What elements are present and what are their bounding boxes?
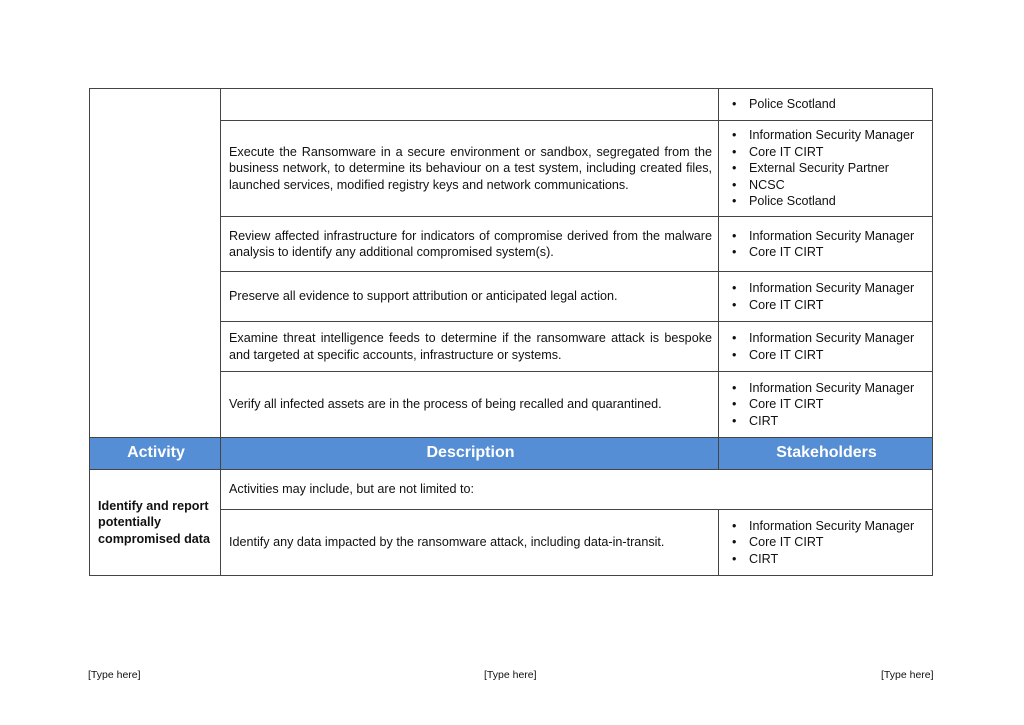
stakeholder-item: • NCSC <box>727 177 926 194</box>
stakeholder-item: • Core IT CIRT <box>727 396 926 413</box>
stakeholders-cell <box>719 89 933 121</box>
stakeholder-item: • CIRT <box>727 551 926 568</box>
description-cell: Examine threat intelligence feeds to determine if the ransomware attack is bespoke and targeted at specific accounts, infrastructure or systems. <box>221 322 719 372</box>
activity-cell-continued <box>90 89 221 438</box>
description-cell: Verify all infected assets are in the process of being recalled and quarantined. <box>221 372 719 438</box>
activity-intro: Activities may include, but are not limited to: <box>221 470 933 510</box>
stakeholder-list <box>727 96 926 113</box>
stakeholders-cell <box>719 372 933 438</box>
footer-center: [Type here] <box>484 669 537 681</box>
description-cell: Preserve all evidence to support attribution or anticipated legal action. <box>221 272 719 322</box>
stakeholder-item: • Information Security Manager <box>727 228 926 245</box>
header-stakeholders: Stakeholders <box>719 438 933 470</box>
stakeholder-list <box>727 518 926 568</box>
header-activity: Activity <box>90 438 221 470</box>
footer-right: [Type here] <box>881 669 934 681</box>
stakeholders-cell <box>719 272 933 322</box>
stakeholder-list <box>727 280 926 313</box>
stakeholder-item: • Information Security Manager <box>727 280 926 297</box>
header-description: Description <box>221 438 719 470</box>
description-cell: Review affected infrastructure for indicators of compromise derived from the malware analysis to identify any additional compromised system(s). <box>221 217 719 272</box>
stakeholders-cell <box>719 322 933 372</box>
description-cell <box>221 89 719 121</box>
stakeholder-item: • Core IT CIRT <box>727 144 926 161</box>
stakeholder-list <box>727 380 926 430</box>
table-header-row <box>90 438 933 470</box>
description-cell: Identify any data impacted by the ransomware attack, including data-in-transit. <box>221 510 719 576</box>
stakeholder-list <box>727 127 926 210</box>
stakeholder-item: • Police Scotland <box>727 193 926 210</box>
stakeholder-item: • Information Security Manager <box>727 127 926 144</box>
stakeholder-item: • Information Security Manager <box>727 380 926 397</box>
stakeholder-item: • Core IT CIRT <box>727 244 926 261</box>
stakeholder-item: • Information Security Manager <box>727 330 926 347</box>
stakeholder-item: • Police Scotland <box>727 96 926 113</box>
stakeholder-item: • Core IT CIRT <box>727 347 926 364</box>
stakeholder-item: • Core IT CIRT <box>727 297 926 314</box>
table-row <box>90 470 933 510</box>
stakeholders-cell <box>719 510 933 576</box>
stakeholders-cell <box>719 217 933 272</box>
table-row <box>90 89 933 121</box>
response-activities-table <box>89 88 933 576</box>
stakeholder-item: • External Security Partner <box>727 160 926 177</box>
stakeholders-cell <box>719 121 933 217</box>
stakeholder-item: • CIRT <box>727 413 926 430</box>
stakeholder-item: • Information Security Manager <box>727 518 926 535</box>
stakeholder-list <box>727 228 926 261</box>
stakeholder-list <box>727 330 926 363</box>
activity-name: Identify and report potentially compromised data <box>90 470 221 576</box>
description-cell: Execute the Ransomware in a secure environment or sandbox, segregated from the business network, to determine its behaviour on a test system, including created files, launched services, modified registry keys and network communications. <box>221 121 719 217</box>
stakeholder-item: • Core IT CIRT <box>727 534 926 551</box>
footer-left: [Type here] <box>88 669 141 681</box>
